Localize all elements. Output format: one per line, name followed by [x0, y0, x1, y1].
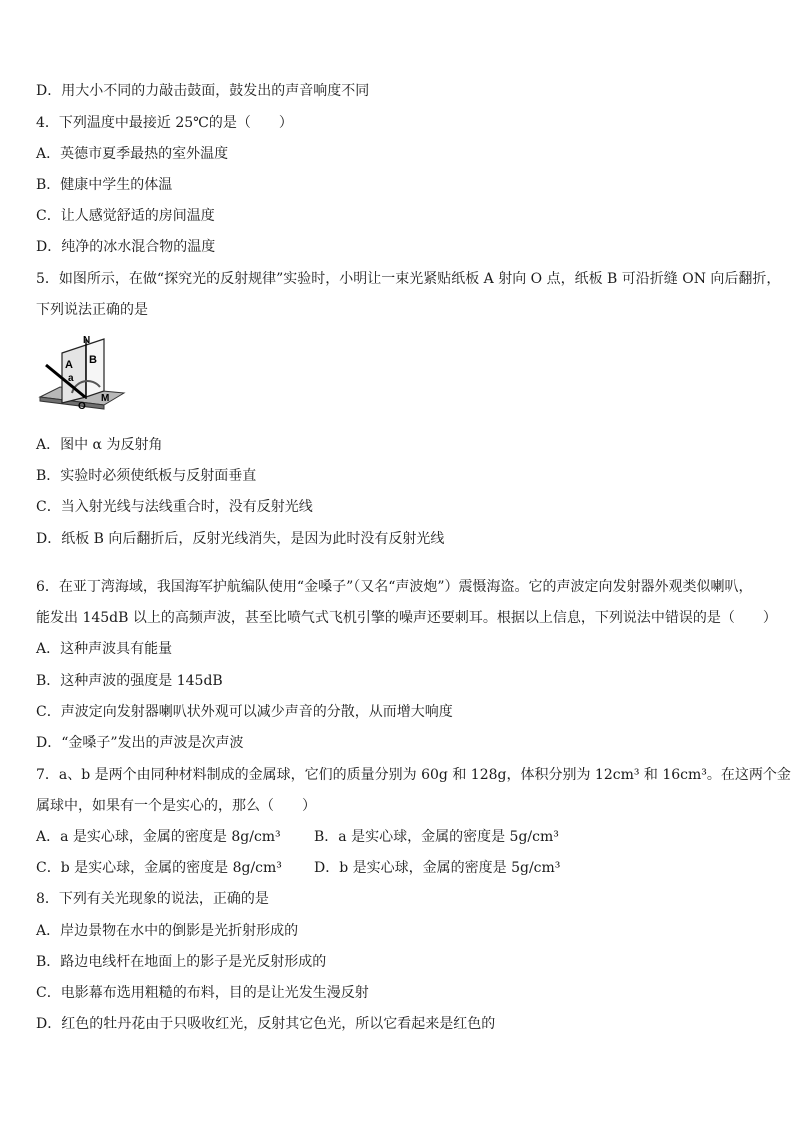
reflection-diagram: [38, 335, 126, 415]
q7-stem-line1: 7．a、b 是两个由同种材料制成的金属球，它们的质量分别为 60g 和 128g，体积分别为 12cm³ 和 16cm³。在这两个金: [36, 767, 791, 783]
q5-stem-line1: 5．如图所示，在做“探究光的反射规律”实验时，小明让一束光紧贴纸板 A 射向 O 点，纸板 B 可沿折缝 ON 向后翻折，: [36, 271, 781, 287]
label-b: B: [89, 354, 97, 366]
label-o: O: [78, 401, 86, 412]
q6-option-d: D．“金嗓子”发出的声波是次声波: [36, 735, 244, 751]
q5-option-b: B．实验时必须使纸板与反射面垂直: [36, 468, 257, 484]
q7-option-d: D．b 是实心球，金属的密度是 5g/cm³: [314, 860, 561, 876]
q4-stem: 4．下列温度中最接近 25℃的是（ ）: [36, 115, 293, 131]
q6-stem-line2: 能发出 145dB 以上的高频声波，甚至比喷气式飞机引擎的噪声还要刺耳。根据以上信息，下列说法中错误的是（ ）: [36, 610, 777, 626]
label-n: N: [83, 335, 91, 346]
q5-option-c: C．当入射光线与法线重合时，没有反射光线: [36, 499, 313, 515]
q8-option-c: C．电影幕布选用粗糙的布料，目的是让光发生漫反射: [36, 985, 369, 1001]
q3-option-d: D．用大小不同的力敲击鼓面，鼓发出的声音响度不同: [36, 83, 370, 99]
q7-stem-line2: 属球中，如果有一个是实心的，那么（ ）: [36, 798, 316, 814]
q4-option-b: B．健康中学生的体温: [36, 177, 173, 193]
q7-option-b: B．a 是实心球，金属的密度是 5g/cm³: [314, 829, 559, 845]
q8-option-d: D．红色的牡丹花由于只吸收红光，反射其它色光，所以它看起来是红色的: [36, 1016, 496, 1032]
q4-option-a: A．英德市夏季最热的室外温度: [36, 146, 229, 162]
label-a: A: [65, 359, 73, 371]
reflection-experiment-figure: [38, 335, 126, 415]
q6-option-c: C．声波定向发射器喇叭状外观可以减少声音的分散，从而增大响度: [36, 704, 453, 720]
q8-option-a: A．岸边景物在水中的倒影是光折射形成的: [36, 923, 299, 939]
q4-option-d: D．纯净的冰水混合物的温度: [36, 239, 216, 255]
label-alpha: a: [68, 373, 74, 384]
q5-option-a: A．图中 α 为反射角: [36, 437, 163, 453]
q8-stem: 8．下列有关光现象的说法，正确的是: [36, 891, 269, 907]
q5-stem-line2: 下列说法正确的是: [36, 302, 148, 318]
q6-option-b: B．这种声波的强度是 145dB: [36, 673, 223, 689]
q5-option-d: D．纸板 B 向后翻折后，反射光线消失，是因为此时没有反射光线: [36, 531, 445, 547]
q6-stem-line1: 6．在亚丁湾海域，我国海军护航编队使用“金嗓子”（又名“声波炮”）震慑海盗。它的声波定向发射器外观类似喇叭，: [36, 579, 753, 595]
q7-option-c: C．b 是实心球，金属的密度是 8g/cm³: [36, 860, 282, 876]
q4-option-c: C．让人感觉舒适的房间温度: [36, 208, 215, 224]
paper-board-b: [86, 339, 104, 397]
q7-option-a: A．a 是实心球，金属的密度是 8g/cm³: [36, 829, 281, 845]
label-m: M: [101, 393, 110, 404]
q8-option-b: B．路边电线杆在地面上的影子是光反射形成的: [36, 954, 327, 970]
q6-option-a: A．这种声波具有能量: [36, 641, 173, 657]
